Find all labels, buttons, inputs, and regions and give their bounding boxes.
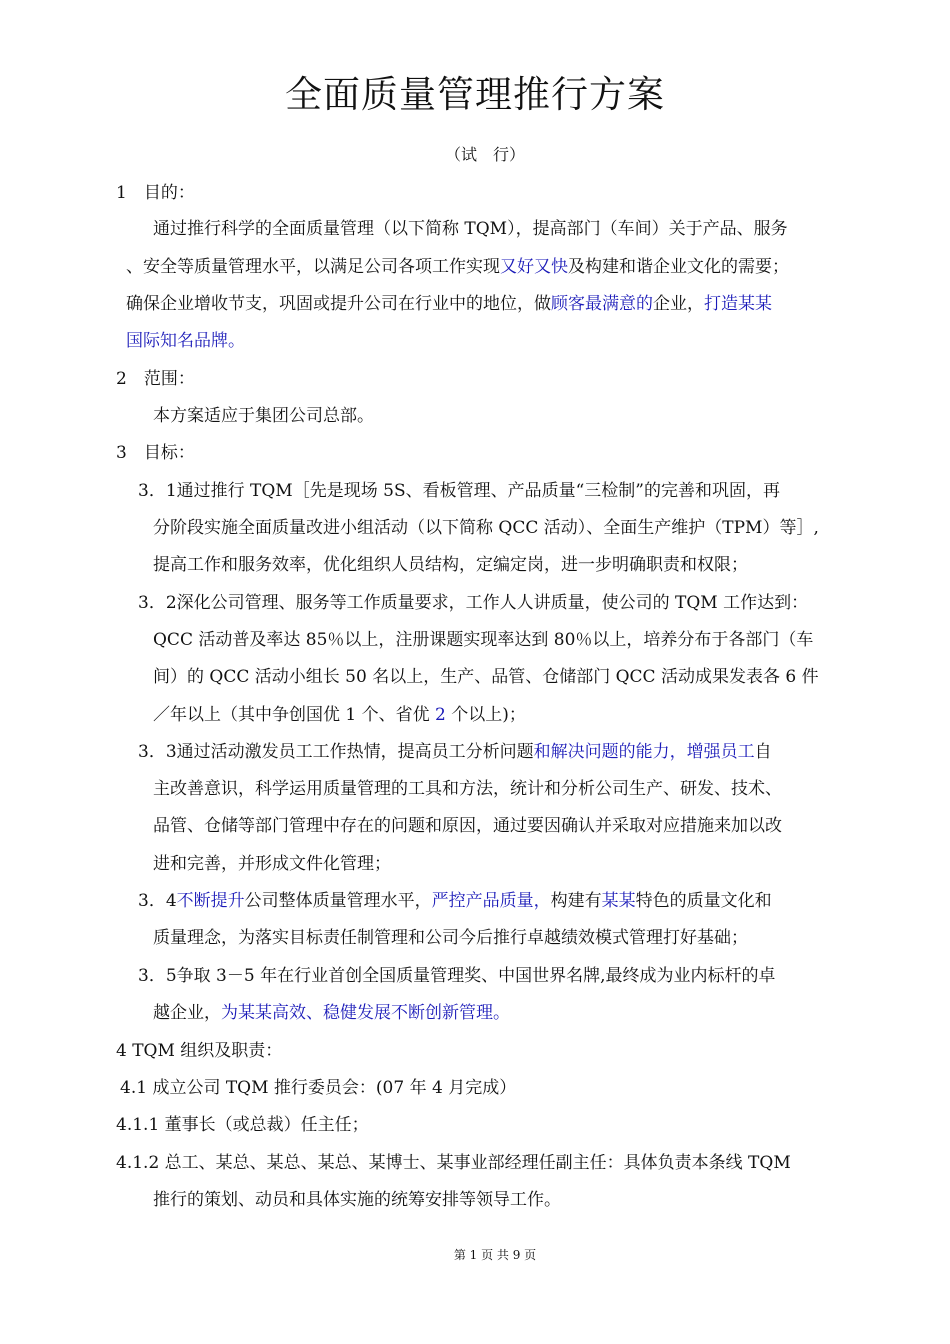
goal-3-3-line-2: 主改善意识，科学运用质量管理的工具和方法，统计和分析公司生产、研发、技术、 xyxy=(153,779,782,799)
document-title: 全面质量管理推行方案 xyxy=(285,73,665,116)
text-run: 自 xyxy=(754,742,772,762)
text-run: 个以上)； xyxy=(445,705,526,725)
section-1-line-2 xyxy=(126,254,789,280)
text-run: 3．3通过活动激发员工工作热情，提高员工分析问题 xyxy=(138,742,534,762)
goal-3-2-line-4 xyxy=(153,702,526,728)
text-run: 企业， xyxy=(653,294,704,314)
goal-3-1-line-2: 分阶段实施全面质量改进小组活动（以下简称 QCC 活动）、全面生产维护（TPM）等］, xyxy=(153,518,819,538)
highlight-text: 顾客最满意的 xyxy=(551,294,653,314)
highlight-text: 为某某高效、稳健发展不断创新管理。 xyxy=(221,1003,510,1023)
highlight-text: 2 xyxy=(435,705,446,725)
goal-3-5-line-2 xyxy=(153,1000,510,1026)
goal-3-1-line-3: 提高工作和服务效率，优化组织人员结构，定编定岗，进一步明确职责和权限； xyxy=(153,555,748,575)
text-run: ／年以上（其中争创国优 1 个、省优 xyxy=(153,705,436,725)
highlight-text: 严控产品质量， xyxy=(431,891,551,911)
text-run: 及构建和谐企业文化的需要； xyxy=(568,257,789,277)
goal-3-1-line-1: 3．1通过推行 TQM［先是现场 5S、看板管理、产品质量“三检制”的完善和巩固，再 xyxy=(138,481,780,501)
section-1-line-3 xyxy=(126,291,772,317)
text-run: 、安全等质量管理水平，以满足公司各项工作实现 xyxy=(126,257,500,277)
section-4-heading: 4 TQM 组织及职责： xyxy=(116,1041,283,1061)
goal-3-3-line-1 xyxy=(138,739,772,765)
section-4-line-2: 4.1.1 董事长（或总裁）任主任； xyxy=(116,1115,369,1135)
goal-3-3-line-3: 品管、仓储等部门管理中存在的问题和原因，通过要因确认并采取对应措施来加以改 xyxy=(153,816,782,836)
section-1-line-1: 通过推行科学的全面质量管理（以下简称 TQM），提高部门（车间）关于产品、服务 xyxy=(153,219,788,239)
section-2-heading: 2 范围： xyxy=(116,369,195,389)
document-subtitle: （试 行） xyxy=(444,145,525,164)
section-4-line-4: 推行的策划、动员和具体实施的统筹安排等领导工作。 xyxy=(153,1190,561,1210)
section-4-line-3: 4.1.2 总工、某总、某总、某总、某博士、某事业部经理任副主任：具体负责本条线 TQM xyxy=(116,1153,791,1173)
highlight-text: 又好又快 xyxy=(500,257,568,277)
goal-3-4-line-2: 质量理念，为落实目标责任制管理和公司今后推行卓越绩效模式管理打好基础； xyxy=(153,928,748,948)
section-1-heading: 1 目的： xyxy=(116,183,195,203)
goal-3-3-line-4: 进和完善，并形成文件化管理； xyxy=(153,854,391,874)
goal-3-2-line-2: QCC 活动普及率达 85％以上，注册课题实现率达到 80％以上，培养分布于各部门（车 xyxy=(153,630,814,650)
highlight-text: 某某 xyxy=(601,891,636,911)
text-run: 特色的质量文化和 xyxy=(635,891,772,911)
highlight-text: 和解决问题的能力，增强员工 xyxy=(533,742,755,762)
goal-3-2-line-1: 3．2深化公司管理、服务等工作质量要求，工作人人讲质量，使公司的 TQM 工作达到： xyxy=(138,593,809,613)
section-3-heading: 3 目标： xyxy=(116,443,195,463)
text-run: 构建有 xyxy=(550,891,602,911)
section-2-line-1: 本方案适应于集团公司总部。 xyxy=(153,406,374,426)
highlight-text: 不断提升 xyxy=(176,891,245,911)
page-number: 第 1 页 共 9 页 xyxy=(453,1248,537,1262)
goal-3-4-line-1 xyxy=(138,888,772,914)
text-run: 公司整体质量管理水平， xyxy=(244,891,432,911)
goal-3-2-line-3: 间）的 QCC 活动小组长 50 名以上，生产、品管、仓储部门 QCC 活动成果发表各 6 件 xyxy=(153,667,819,687)
text-run: 越企业， xyxy=(153,1003,221,1023)
section-4-line-1: 4.1 成立公司 TQM 推行委员会：(07 年 4 月完成） xyxy=(120,1078,517,1098)
highlight-text: 打造某某 xyxy=(704,294,772,314)
goal-3-5-line-1: 3．5争取 3－5 年在行业首创全国质量管理奖、中国世界名牌,最终成为业内标杆的卓 xyxy=(138,966,776,986)
section-1-line-4: 国际知名品牌。 xyxy=(126,331,245,351)
text-run: 确保企业增收节支，巩固或提升公司在行业中的地位，做 xyxy=(126,294,551,314)
text-run: 3．4 xyxy=(138,891,177,911)
